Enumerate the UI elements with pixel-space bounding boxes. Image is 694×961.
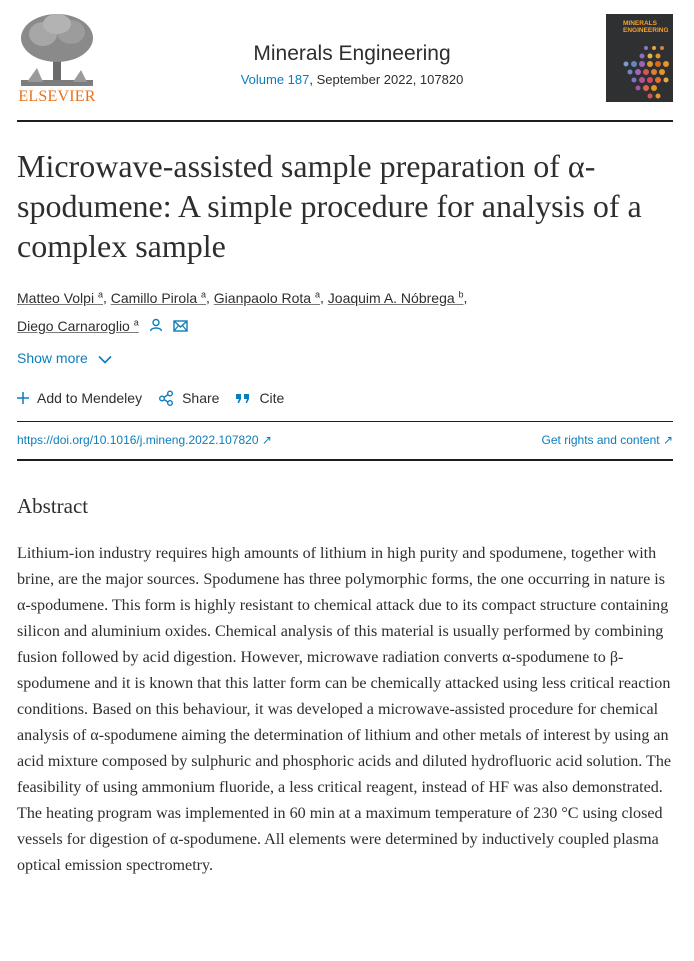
show-more-button[interactable] <box>17 350 112 366</box>
header-divider <box>17 120 673 122</box>
metadata-divider <box>17 459 673 461</box>
rights-text: Get rights and content <box>541 433 660 447</box>
share-icon <box>158 390 174 406</box>
actions-divider <box>17 421 673 422</box>
elsevier-logo[interactable] <box>17 12 97 104</box>
journal-issue <box>177 72 527 87</box>
doi-link[interactable] <box>17 433 272 447</box>
article-title: Microwave-assisted sample preparation of α-spodumene: A simple procedure for analysis of a complex sample <box>17 148 642 264</box>
plus-icon <box>17 392 29 404</box>
person-icon[interactable] <box>149 315 163 340</box>
issue-details: , September 2022, 107820 <box>309 72 464 87</box>
share-label: Share <box>182 390 220 406</box>
abstract-text: Lithium-ion industry requires high amounts of lithium in high purity and spodumene, together with brine, are the major sources. Spodumene has three polymorphic forms, the one occurring in nature is α-spodumene. This form is highly resistant to chemical attack due to its compact structure containing silicon and aluminium oxides. Chemical analysis of this material is usually performed by combining fusion followed by acid digestion. However, microwave radiation converts α-spodumene to β-spodumene and it is known that this latter form can be chemically attacked using less critical reaction conditions. Based on this behaviour, it was developed a microwave-assisted procedure for chemical analysis of α-spodumene aiming the determination of lithium and other metals of interest by using an acid mixture composed by sulphuric and phosphoric acids and diluted hydrofluoric acid solution. The feasibility of using ammonium fluoride, a less critical reagent, instead of HF was also demonstrated. The heating program was implemented in 60 min at a maximum temperature of 230 °C using closed vessels for digestion of α-spodumene. All elements were determined by inductively coupled plasma optical emission spectrometry. <box>17 545 672 874</box>
add-to-mendeley-button[interactable] <box>17 390 142 406</box>
journal-info <box>177 42 527 87</box>
cover-title-line1: MINERALS <box>623 20 657 27</box>
elsevier-tree-icon <box>17 12 97 88</box>
rights-link[interactable] <box>542 433 673 447</box>
author-link[interactable]: Diego Carnaroglio $^a$ <box>17 317 139 335</box>
external-link-icon: ↗ <box>261 433 272 447</box>
author-link[interactable]: Joaquim A. Nóbrega $^b$ <box>327 289 464 306</box>
publisher-name: ELSEVIER <box>18 88 96 105</box>
journal-title[interactable]: Minerals Engineering <box>253 42 451 65</box>
author-link[interactable]: Camillo Pirola $^a$ <box>110 289 207 306</box>
share-button[interactable] <box>158 390 219 406</box>
cite-quote-icon <box>235 391 251 405</box>
author-link[interactable]: Matteo Volpi $^a$ <box>17 289 103 306</box>
envelope-icon[interactable] <box>173 315 188 340</box>
cover-title-line2: ENGINEERING <box>623 27 669 34</box>
volume-link[interactable]: Volume 187 <box>240 72 310 87</box>
cite-button[interactable] <box>235 390 284 406</box>
article-actions <box>17 390 284 406</box>
cite-label: Cite <box>259 390 285 406</box>
add-to-mendeley-label: Add to Mendeley <box>37 390 143 406</box>
chevron-down-icon <box>98 355 112 364</box>
journal-cover[interactable] <box>606 14 673 102</box>
show-more-label: Show more <box>17 350 88 366</box>
journal-header <box>17 12 673 122</box>
external-link-icon: ↗ <box>662 433 673 447</box>
doi-text: https://doi.org/10.1016/j.mineng.2022.107820 <box>17 433 259 447</box>
author-list: Matteo Volpi $^a$, Camillo Pirola $^a$, Gianpaolo Rota $^a$, Joaquim A. Nóbrega $^b$, Diego Carnaroglio $^a$ <box>17 282 673 340</box>
author-link[interactable]: Gianpaolo Rota $^a$ <box>213 289 320 306</box>
cover-art <box>606 14 673 102</box>
abstract-heading: Abstract <box>17 494 89 518</box>
